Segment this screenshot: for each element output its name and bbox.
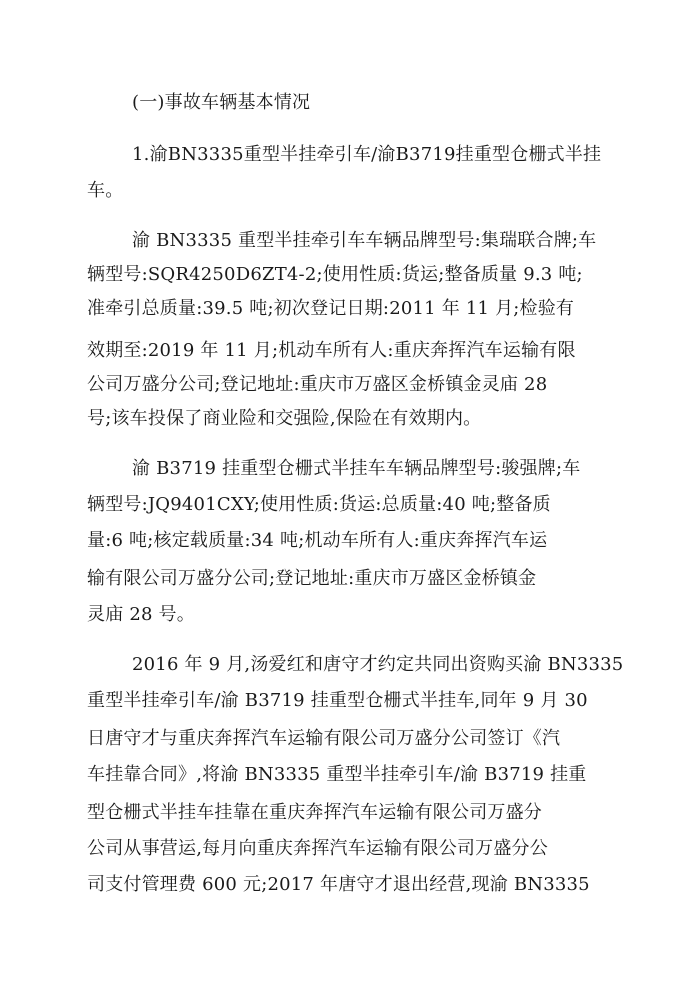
paragraph-2-line-4: 效期至:2019 年 11 月;机动车所有人:重庆奔挥汽车运输有限 <box>87 340 576 361</box>
paragraph-2-line-3: 准牵引总质量:39.5 吨;初次登记日期:2011 年 11 月;检验有 <box>87 298 575 319</box>
paragraph-4-line-6: 公司从事营运,每月向重庆奔挥汽车运输有限公司万盛分公 <box>87 838 548 859</box>
paragraph-3-line-2: 辆型号:JQ9401CXY;使用性质:货运:总质量:40 吨;整备质 <box>87 494 551 515</box>
paragraph-4-line-3: 日唐守才与重庆奔挥汽车运输有限公司万盛分公司签订《汽 <box>87 728 561 749</box>
paragraph-4-line-2: 重型半挂牵引车/渝 B3719 挂重型仓栅式半挂车,同年 9 月 30 <box>87 690 588 711</box>
paragraph-1-line-1: 1.渝BN3335重型半挂牵引车/渝B3719挂重型仓栅式半挂 <box>132 144 602 165</box>
paragraph-4-line-4: 车挂靠合同》,将渝 BN3335 重型半挂牵引车/渝 B3719 挂重 <box>87 764 587 785</box>
paragraph-2-line-1: 渝 BN3335 重型半挂牵引车车辆品牌型号:集瑞联合牌;车 <box>132 230 597 251</box>
paragraph-3-line-3: 量:6 吨;核定载质量:34 吨;机动车所有人:重庆奔挥汽车运 <box>87 530 548 551</box>
paragraph-3-line-1: 渝 B3719 挂重型仓栅式半挂车车辆品牌型号:骏强牌;车 <box>132 458 581 479</box>
paragraph-4-line-1: 2016 年 9 月,汤爱红和唐守才约定共同出资购买渝 BN3335 <box>132 654 624 675</box>
paragraph-2-line-5: 公司万盛分公司;登记地址:重庆市万盛区金桥镇金灵庙 28 <box>87 374 548 395</box>
paragraph-4-line-7: 司支付管理费 600 元;2017 年唐守才退出经营,现渝 BN3335 <box>87 874 590 895</box>
paragraph-1-line-2: 车。 <box>87 180 124 201</box>
paragraph-2-line-6: 号;该车投保了商业险和交强险,保险在有效期内。 <box>87 408 482 429</box>
paragraph-3-line-5: 灵庙 28 号。 <box>87 604 195 625</box>
paragraph-2-line-2: 辆型号:SQR4250D6ZT4-2;使用性质:货运;整备质量 9.3 吨; <box>87 264 583 285</box>
section-heading: (一)事故车辆基本情况 <box>132 92 311 113</box>
paragraph-3-line-4: 输有限公司万盛分公司;登记地址:重庆市万盛区金桥镇金 <box>87 568 537 589</box>
paragraph-4-line-5: 型仓栅式半挂车挂靠在重庆奔挥汽车运输有限公司万盛分 <box>87 802 542 823</box>
